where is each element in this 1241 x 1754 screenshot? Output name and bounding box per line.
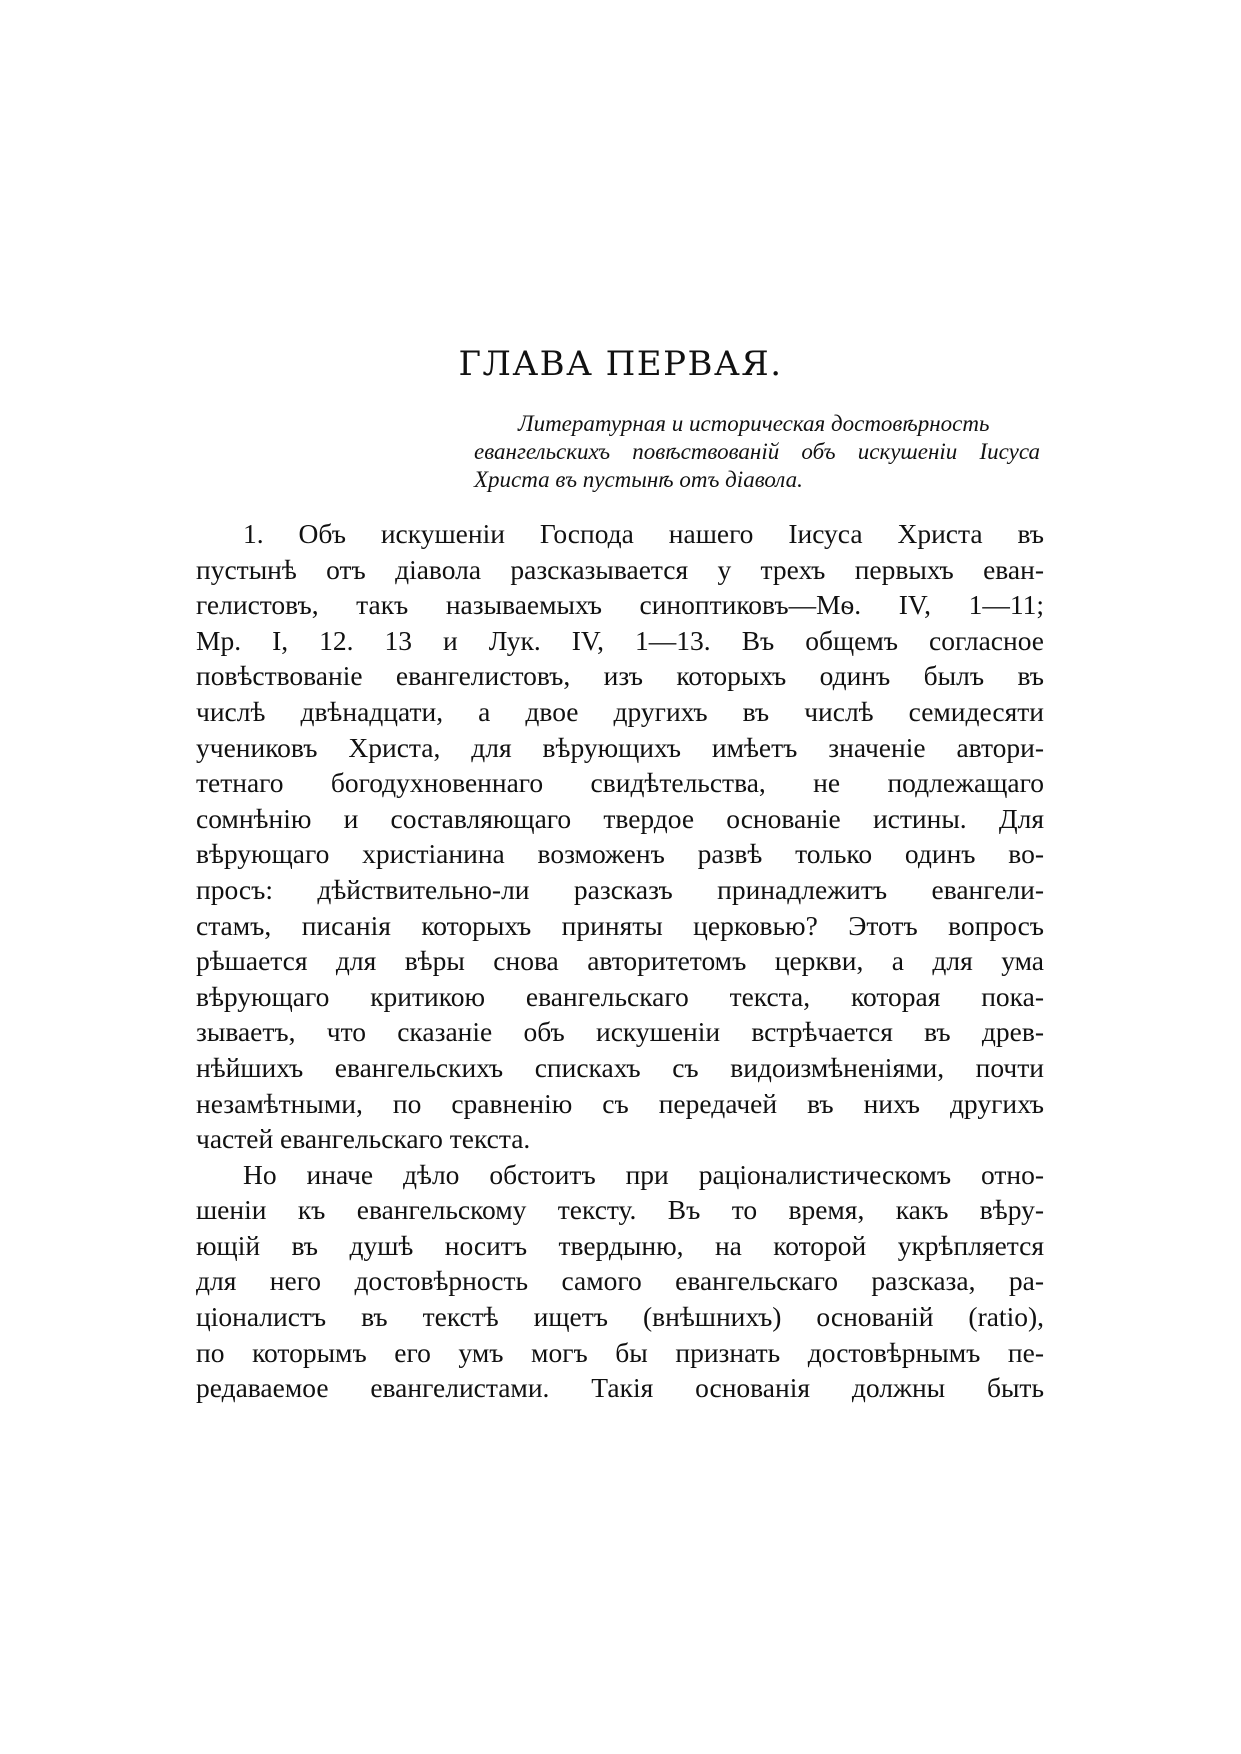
text-line: зываетъ, что сказаніе объ искушеніи встрѣчается въ древ- — [196, 1016, 1044, 1048]
text-line: шеніи къ евангельскому тексту. Въ то время, какъ вѣру- — [196, 1194, 1044, 1226]
text-line: Мр. I, 12. 13 и Лук. IV, 1—13. Въ общемъ согласное — [196, 624, 1044, 656]
text-line: ющій въ душѣ носитъ твердыню, на которой укрѣпляется — [196, 1229, 1044, 1261]
text-line: стамъ, писанія которыхъ приняты церковью? Этотъ вопросъ — [196, 909, 1044, 941]
summary-line: евангельскихъ повѣствованій объ искушеніи Іисуса — [474, 439, 1040, 464]
text-line: вѣрующаго христіанина возможенъ развѣ только одинъ во- — [196, 838, 1044, 870]
text-line: сомнѣнію и составляющаго твердое основаніе истины. Для — [196, 802, 1044, 834]
summary-line: Литературная и историческая достовѣрность — [518, 411, 990, 436]
text-line: частей евангельскаго текста. — [196, 1123, 531, 1155]
paragraph-2 — [196, 1157, 1044, 1406]
text-line: нѣйшихъ евангельскихъ спискахъ съ видоизмѣненіями, почти — [196, 1051, 1044, 1083]
text-line: гелистовъ, такъ называемыхъ синоптиковъ—Мѳ. IV, 1—11; — [196, 589, 1044, 621]
summary-line: Христа въ пустынѣ отъ діавола. — [474, 467, 803, 492]
text-line: рѣшается для вѣры снова авторитетомъ церкви, а для ума — [196, 945, 1044, 977]
body-text — [196, 516, 1044, 1406]
text-line: ціоналистъ въ текстѣ ищетъ (внѣшнихъ) основаній (ratio), — [196, 1301, 1044, 1333]
text-line: пустынѣ отъ діавола разсказывается у трехъ первыхъ еван- — [196, 553, 1044, 585]
text-line: повѣствованіе евангелистовъ, изъ которыхъ одинъ былъ въ — [196, 660, 1044, 692]
text-line: учениковъ Христа, для вѣрующихъ имѣетъ значеніе автори- — [196, 731, 1044, 763]
text-line: Но иначе дѣло обстоитъ при раціоналистическомъ отно- — [243, 1158, 1044, 1190]
text-line: просъ: дѣйствительно-ли разсказъ принадлежитъ евангели- — [196, 873, 1044, 905]
paragraph-1 — [196, 516, 1044, 1157]
text-line: числѣ двѣнадцати, а двое другихъ въ числѣ семидесяти — [196, 695, 1044, 727]
text-line: редаваемое евангелистами. Такія основанія должны быть — [196, 1372, 1044, 1404]
chapter-summary — [474, 410, 1040, 494]
text-line: по которымъ его умъ могъ бы признать достовѣрнымъ пе- — [196, 1336, 1044, 1368]
text-line: незамѣтными, по сравненію съ передачей въ нихъ другихъ — [196, 1087, 1044, 1119]
text-line: 1. Объ искушеніи Господа нашего Іисуса Христа въ — [243, 518, 1044, 549]
chapter-title: ГЛАВА ПЕРВАЯ. — [458, 344, 783, 384]
text-line: тетнаго богодухновеннаго свидѣтельства, не подлежащаго — [196, 767, 1044, 799]
text-line: для него достовѣрность самого евангельскаго разсказа, ра- — [196, 1265, 1044, 1297]
text-line: вѣрующаго критикою евангельскаго текста, которая пока- — [196, 980, 1044, 1012]
